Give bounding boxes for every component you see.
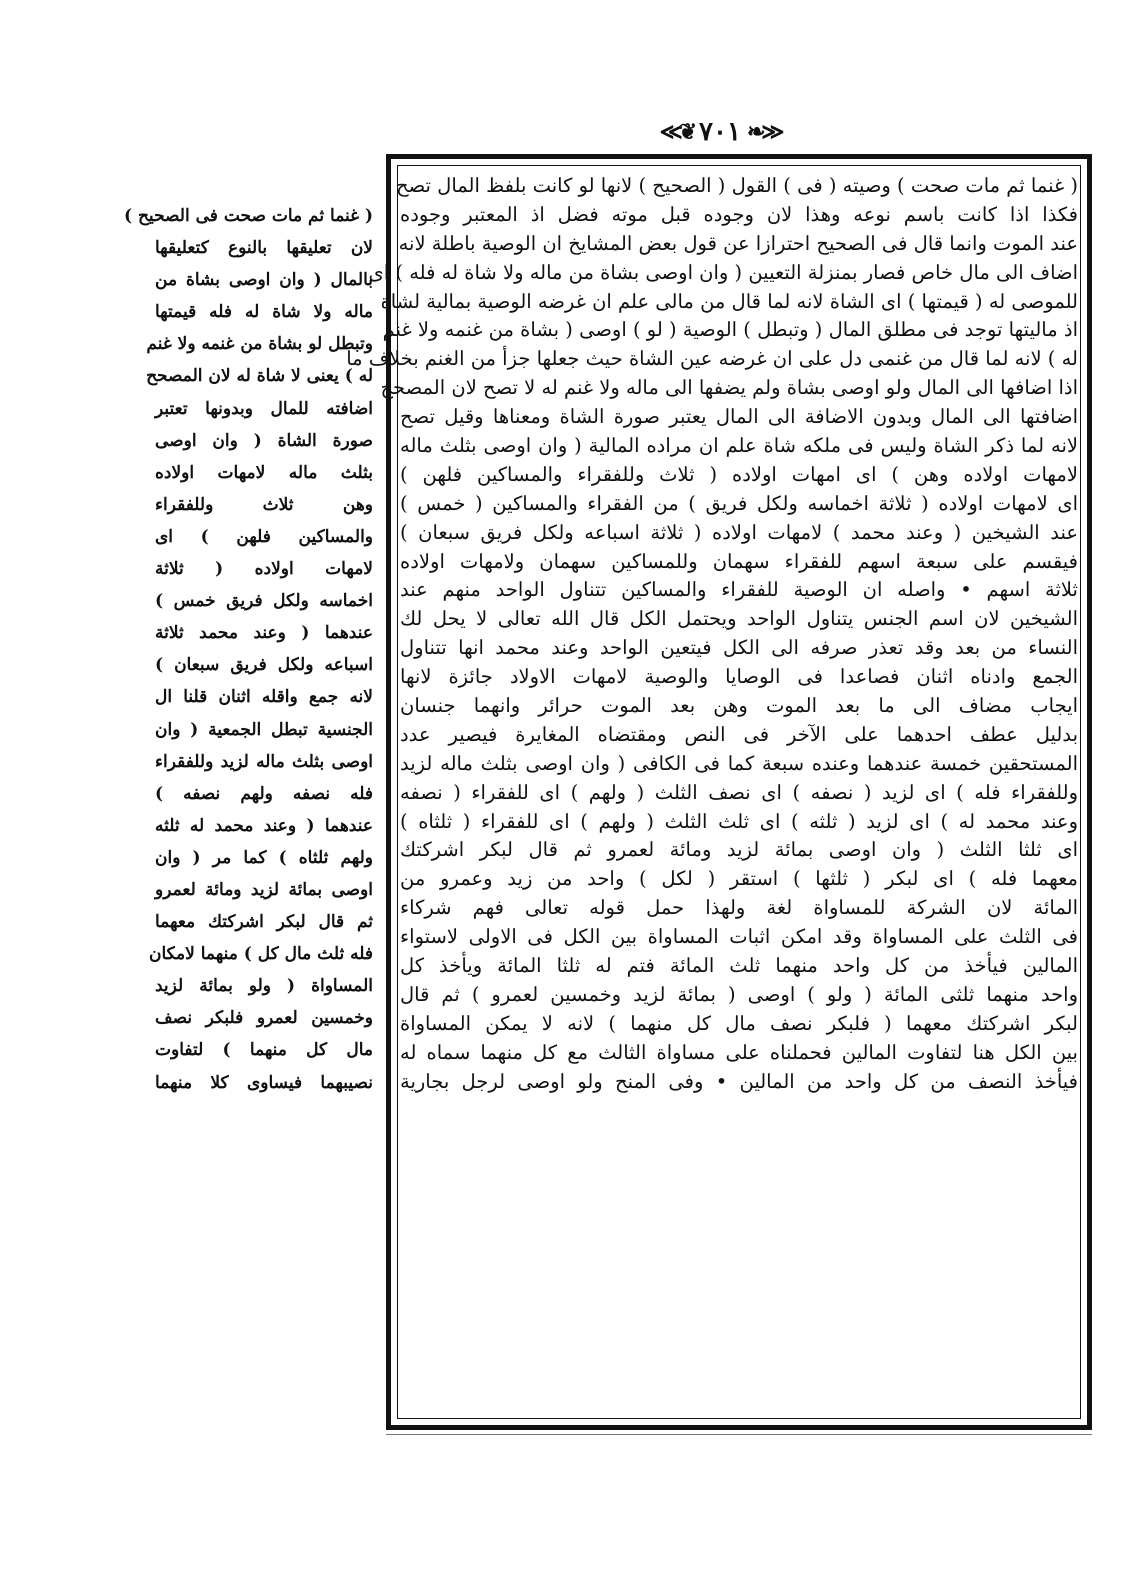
main-text-line: بدليل عطف احدهما على الآخر فى النص ومقتضاه المغايرة فيصير عدد [400,722,1078,746]
margin-text-line: الجنسية تبطل الجمعية ( وان [155,719,373,740]
main-text-line: الجمع وادناه اثنان فصاعدا فى الوصايا والوصية لامهات الاولاد جائزة لانها [400,665,1078,689]
main-text-line: فيقسم على سبعة اسهم للفقراء سهمان وللمساكين سهمان ولامهات اولاده [400,549,1078,573]
main-text-line: ( غنما ثم مات صحت ) وصيته ( فى ) القول ( الصحيح ) لانها لو كانت بلفظ المال تصح [396,174,1078,197]
margin-text-line: المساواة ( ولو بمائة لزيد [155,976,373,997]
margin-text-line: بثلث ماله لامهات اولاده [155,462,373,483]
main-text-line: فى الثلث على المساواة وقد امكن اثبات المساواة بين الكل فى الاولى لاستواء [400,925,1078,949]
main-text-line: المستحقين خمسة عندهما وعنده سبعة كما فى الكافى ( وان اوصى بثلث ماله لزيد [400,751,1078,775]
main-text-line: المائة لان الشركة للمساواة لغة ولهذا حمل قوله تعالى فهم شركاء [400,896,1078,920]
margin-commentary-column [124,200,373,1099]
margin-text-line: وتبطل لو بشاة من غنمه ولا غنم [146,334,373,355]
margin-text-line: اوصى بمائة لزيد ومائة لعمرو [155,879,373,900]
margin-text-line: لامهات اولاده ( ثلاثة [155,559,373,580]
main-text-column [346,172,1078,1097]
main-text-line: المالين فيأخذ من كل واحد منهما ثلث المائة فتم له ثلثا المائة ويأخذ كل [400,954,1078,978]
margin-text-line: وهن ثلاث وللفقراء [155,494,373,515]
main-text-line: لبكر اشركتك معهما ( فلبكر نصف مال كل منهما ) لانه لا يمكن المساواة [400,1011,1078,1035]
main-text-line: اى ثلثا الثلث ( وان اوصى بمائة لزيد ومائة لعمرو ثم قال لبكر اشركتك [400,838,1078,862]
ornament-left-icon: ≪❦ [659,119,694,145]
main-text-line: عند الشيخين ( وعند محمد ) لامهات اولاده ( ثلاثة اسباعه ولكل فريق سبعان ) [400,520,1078,544]
margin-text-line: اوصى بثلث ماله لزيد وللفقراء [155,751,373,772]
main-text-line: معهما فله ) اى لبكر ( ثلثها ) استقر ( لكل ) واحد من زيد وعمرو من [400,867,1078,891]
main-text-line: لامهات اولاده وهن ) اى امهات اولاده ( ثلاث وللفقراء والمساكين فلهن ) [400,462,1078,486]
margin-text-line: ولهم ثلثاه ) كما مر ( وان [155,847,373,868]
margin-text-line: نصيبهما فيساوى كلا منهما [155,1072,373,1093]
main-text-line: واحد منهما ثلثى المائة ( ولو ) اوصى ( بمائة لزيد وخمسين لعمرو ) ثم قال [400,982,1078,1006]
main-text-line: اذا اضافها الى المال ولو اوصى بشاة ولم يضفها الى ماله ولا غنم له لا تصح لان المصحح [380,376,1078,400]
margin-text-line: مال كل منهما ) لتفاوت [155,1040,373,1061]
main-text-line: وعند محمد له ) اى لزيد ( ثلثه ) اى ثلث الثلث ( ولهم ) اى للفقراء ( ثلثاه ) [400,809,1078,833]
main-text-line: بين الكل هنا لتفاوت المالين فحملناه على مساواة الثالث مع كل منهما سماه له [400,1040,1078,1064]
margin-text-line: فله نصفه ولهم نصفه ) [155,783,373,804]
margin-text-line: صورة الشاة ( وان اوصى [155,430,373,451]
margin-text-line: ( غنما ثم مات صحت فى الصحيح ) [124,206,373,226]
margin-text-line: ثم قال لبكر اشركتك معهما [155,912,373,933]
margin-text-line: له ) يعنى لا شاة له لان المصحح [146,366,373,387]
page-number [600,112,840,152]
margin-text-line: اسباعه ولكل فريق سبعان ) [155,655,373,676]
main-text-line: وللفقراء فله ) اى لزيد ( نصفه ) اى نصف الثلث ( ولهم ) اى للفقراء ( نصفه [400,780,1078,804]
margin-text-line: لان تعليقها بالنوع كتعليقها [155,238,373,259]
main-text-line: عند الموت وانما قال فى الصحيح احترازا عن قول بعض المشايخ ان الوصية باطلة لانه [398,231,1078,255]
main-text-line: الشيخين لان اسم الجنس يتناول الواحد ويحتمل الكل قال الله تعالى لا يحل لك [400,607,1078,631]
margin-text-line: عندهما ( وعند محمد له ثلثه [155,815,373,836]
main-text-line: اضافتها الى المال وبدون الاضافة الى المال يعتبر صورة الشاة ومعناها وقيل تصح [400,405,1078,429]
main-text-line: ثلاثة اسهم • واصله ان الوصية للفقراء والمساكين تتناول الواحد منهم عند [400,578,1078,602]
margin-text-line: فله ثلث مال كل ) منهما لامكان [148,944,373,965]
main-text-line: فكذا اذا كانت باسم نوعه وهذا لان وجوده قبل موته فضل اذ المعتبر وجوده [400,202,1078,226]
margin-text-line: والمساكين فلهن ) اى [155,526,373,547]
page-number-text: ٧٠١ [699,117,741,147]
margin-text-line: لانه جمع واقله اثنان قلنا ال [155,687,373,708]
bottom-rule [386,1434,1092,1435]
main-text-line: للموصى له ( قيمتها ) اى الشاة لانه لما قال من مالى علم ان غرضه الوصية بمالية لشاة [380,289,1078,313]
main-text-line: فيأخذ النصف من كل واحد من المالين • وفى المنح ولو اوصى لرجل بجارية [400,1069,1078,1093]
main-text-line: له ) لانه لما قال من غنمى دل على ان غرضه عين الشاة حيث جعلها جزأ من الغنم بخلاف ما [346,347,1078,371]
main-text-line: ايجاب مضاف الى ما بعد الموت وهن بعد الموت حرائر وانهما جنسان [400,694,1078,718]
main-text-line: النساء من بعد وقد تعذر صرفه الى الكل فيتعين الواحد وعند محمد انها تتناول [400,636,1078,660]
margin-text-line: بالمال ( وان اوصى بشاة من [155,270,373,291]
margin-text-line: ماله ولا شاة له فله قيمتها [155,302,373,323]
margin-text-line: وخمسين لعمرو فلبكر نصف [155,1008,373,1029]
ornament-right-icon: ❧≫ [746,119,781,145]
main-text-line: اذ ماليتها توجد فى مطلق المال ( وتبطل ) الوصية ( لو ) اوصى ( بشاة من غنمه ولا غنم [382,318,1078,342]
margin-text-line: اضافته للمال وبدونها تعتبر [155,398,373,419]
margin-text-line: عندهما ( وعند محمد ثلاثة [155,623,373,644]
main-text-line: اى لامهات اولاده ( ثلاثة اخماسه ولكل فريق ) من الفقراء والمساكين ( خمس ) [400,491,1078,515]
margin-text-line: اخماسه ولكل فريق خمس ) [155,591,373,612]
main-text-line: اضاف الى مال خاص فصار بمنزلة التعيين ( وان اوصى بشاة من ماله ولا شاة له فله ) اى [368,260,1078,284]
main-text-line: لانه لما ذكر الشاة وليس فى ملكه شاة علم ان مراده المالية ( وان اوصى بثلث ماله [400,434,1078,458]
